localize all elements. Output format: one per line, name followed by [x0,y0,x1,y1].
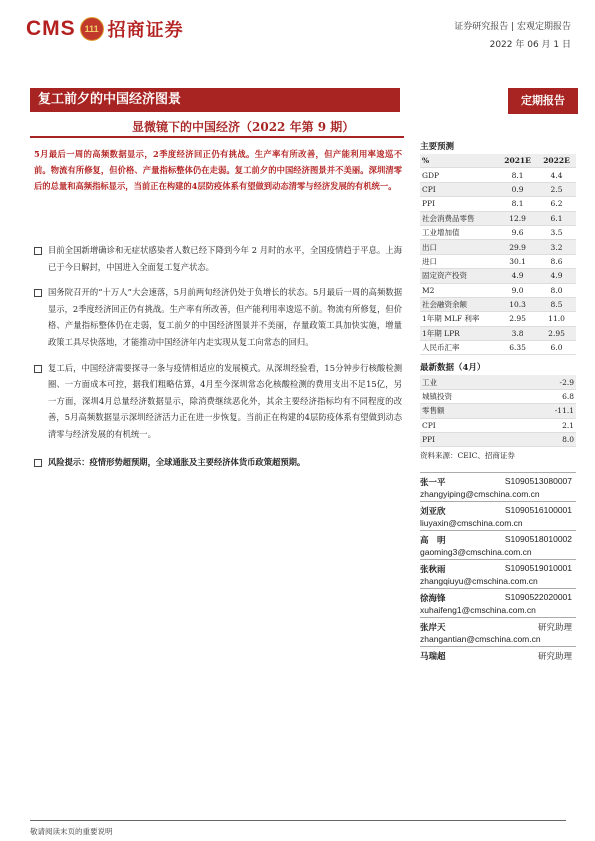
table-row [420,433,576,447]
analyst-license: S1090513080007 [504,476,572,486]
latest-value: 8.0 [513,433,576,447]
indicator-name: 城镇投资 [420,389,513,403]
analyst-entry [420,530,576,559]
table-row [420,312,576,326]
latest-value: 2.1 [513,418,576,432]
analyst-email[interactable]: zhangyiping@cmschina.com.cn [420,489,540,499]
analyst-email[interactable]: zhangqiuyu@cmschina.com.cn [420,576,538,586]
indicator-name: M2 [420,283,498,297]
forecast-value: 3.5 [537,225,576,239]
forecast-title: 主要预测 [420,142,455,152]
latest-rows [420,375,576,446]
risk-warning [34,454,402,470]
table-row [420,197,576,211]
logo-cms-text: CMS [26,17,76,40]
analyst-entry [420,646,576,675]
forecast-value: 4.9 [537,269,576,283]
analyst-license: S1090522020001 [504,592,572,602]
analyst-entry [420,617,576,646]
forecast-value: 3.8 [498,326,537,340]
analyst-name: 高 明 [420,536,446,546]
key-point-text: 目前全国新增确诊和无症状感染者人数已经下降到今年 2 月时的水平，全国疫情趋于平息。上海已于今日解封，中国进入全面复工复产状态。 [48,245,402,272]
table-row [420,297,576,311]
forecast-value: 8.5 [537,297,576,311]
table-row [420,240,576,254]
report-category-badge: 定期报告 [508,88,578,114]
table-row [420,254,576,268]
indicator-name: 1年期 LPR [420,326,498,340]
indicator-name: GDP [420,168,498,182]
forecast-value: 9.6 [498,225,537,239]
forecast-value: 29.9 [498,240,537,254]
analyst-name: 张岸天 [420,623,446,633]
forecast-value: 10.3 [498,297,537,311]
forecast-value: 12.9 [498,211,537,225]
latest-value: -11.1 [513,404,576,418]
key-point-text: 复工后，中国经济需要探寻一条与疫情相适应的发展模式。从深圳经验看，15分钟步行核酸检测圈、一方面成本可控，据我们粗略估算，4月至今深圳常态化核酸检测的费用支出不足15亿，另一方面，深圳4月总量经济数据显示，除消费继续恶化外，其余主要经济指标均有不同程度的改善，5月高频数据显示深圳经济活力正在进一步恢复。当前正在构建的4层防疫体系有望做到动态清零与经济发展的有机统一。 [48,362,402,439]
risk-text: 风险提示：疫情形势超预期，全球通胀及主要经济体货币政策超预期。 [48,457,306,467]
company-logo [26,14,184,44]
analyst-entry [420,559,576,588]
indicator-name: 零售额 [420,404,513,418]
analyst-entry [420,588,576,617]
logo-emblem-icon: 111 [80,17,104,41]
indicator-name: 工业 [420,375,513,389]
table-row [420,182,576,196]
forecast-value: 6.0 [537,341,576,355]
indicator-name: 1年期 MLF 利率 [420,312,498,326]
forecast-value: 2.95 [498,312,537,326]
indicator-name: CPI [420,418,513,432]
indicator-name: 工业增加值 [420,225,498,239]
indicator-name: 出口 [420,240,498,254]
abstract-paragraph: 5月最后一周的高频数据显示，2季度经济回正仍有挑战。生产率有所改善，但产能利用率逡巡不前。物流有所修复，但价格、产量指标整体仍在走弱。复工前夕的中国经济图景并不美丽。深圳清零后的总量和高频指标显示，当前正在构建的4层防疫体系有望做到动态清零与经济发展的有机统一。 [34,149,402,191]
column-header: 2022E [537,154,576,168]
table-header-row [420,154,576,168]
title-divider [30,136,404,138]
analyst-name: 张秋雨 [420,565,446,575]
report-date: 2022 年 06 月 1 日 [489,40,571,50]
analyst-license: 研究助理 [537,651,572,661]
table-row [420,269,576,283]
table-row [420,389,576,403]
table-row [420,404,576,418]
analyst-email[interactable]: zhangantian@cmschina.com.cn [420,634,541,644]
column-header: % [420,154,498,168]
analyst-email[interactable]: liuyaxin@cmschina.com.cn [420,518,523,528]
forecast-value: 6.35 [498,341,537,355]
indicator-name: 社会融资余额 [420,297,498,311]
forecast-value: 9.0 [498,283,537,297]
forecast-value: 4.4 [537,168,576,182]
forecast-value: 8.1 [498,197,537,211]
indicator-name: 社会消费品零售 [420,211,498,225]
forecast-rows [420,168,576,355]
report-subtitle: 显微镜下的中国经济（2022 年第 9 期） [132,120,355,134]
analyst-entry [420,501,576,530]
analyst-name: 张一平 [420,478,446,488]
forecast-value: 8.6 [537,254,576,268]
forecast-value: 6.2 [537,197,576,211]
forecast-value: 2.5 [537,182,576,196]
indicator-name: 人民币汇率 [420,341,498,355]
indicator-name: 进口 [420,254,498,268]
forecast-value: 3.2 [537,240,576,254]
forecast-value: 6.1 [537,211,576,225]
analyst-email[interactable]: xuhaifeng1@cmschina.com.cn [420,605,536,615]
table-row [420,375,576,389]
key-points-list [34,242,402,452]
column-header: 2021E [498,154,537,168]
table-row [420,225,576,239]
table-row [420,283,576,297]
forecast-value: 0.9 [498,182,537,196]
footer-disclaimer: 敬请阅读末页的重要说明 [30,827,113,836]
indicator-name: CPI [420,182,498,196]
analyst-entry [420,472,576,501]
analyst-list [420,472,576,675]
key-point-text: 国务院召开的“十万人”大会速落，5月前两旬经济仍处于负增长的状态。5月最后一周的高频数据显示，2季度经济回正仍有挑战。生产率有所改善，但产能利用率逡巡不前。物流有所修复，但价格、产量指标整体仍在走弱，复工前夕的中国经济图景并不美丽，存量政策工具加快实施，增量政策工具尽快落地，才能推动中国经济年内走实现从复工向常态的回归。 [48,287,402,347]
report-type: 证券研究报告 | 宏观定期报告 [454,22,571,32]
key-point-item [34,360,402,443]
analyst-license: S1090518010002 [504,534,572,544]
analyst-name: 马瑞超 [420,652,446,662]
table-row [420,326,576,340]
table-row [420,211,576,225]
table-row [420,418,576,432]
forecast-value: 8.0 [537,283,576,297]
sidebar-data-panel [420,140,576,461]
report-header-info [454,18,571,54]
forecast-value: 11.0 [537,312,576,326]
square-bullet-icon [34,247,42,255]
forecast-value: 4.9 [498,269,537,283]
table-row [420,341,576,355]
footer-divider [30,820,566,821]
analyst-license: S1090516100001 [504,505,572,515]
analyst-email[interactable]: gaoming3@cmschina.com.cn [420,547,532,557]
forecast-value: 8.1 [498,168,537,182]
forecast-table [420,154,576,355]
forecast-value: 30.1 [498,254,537,268]
key-point-item [34,284,402,350]
analyst-name: 刘亚欣 [420,507,446,517]
latest-data-table [420,375,576,447]
square-bullet-icon [34,289,42,297]
indicator-name: 固定资产投资 [420,269,498,283]
latest-data-title: 最新数据（4月） [420,363,486,374]
forecast-value: 2.95 [537,326,576,340]
indicator-name: PPI [420,197,498,211]
indicator-name: PPI [420,433,513,447]
latest-value: -2.9 [513,375,576,389]
latest-value: 6.8 [513,389,576,403]
analyst-license: 研究助理 [537,622,572,632]
key-point-item [34,242,402,275]
logo-chinese-text: 招商证券 [107,20,184,41]
data-source-note: 资料来源：CEIC、招商证券 [420,451,515,461]
analyst-name: 徐海锋 [420,594,446,604]
analyst-license: S1090519010001 [504,563,572,573]
report-title: 复工前夕的中国经济图景 [30,88,400,112]
square-bullet-icon [34,459,42,467]
table-row [420,168,576,182]
square-bullet-icon [34,365,42,373]
